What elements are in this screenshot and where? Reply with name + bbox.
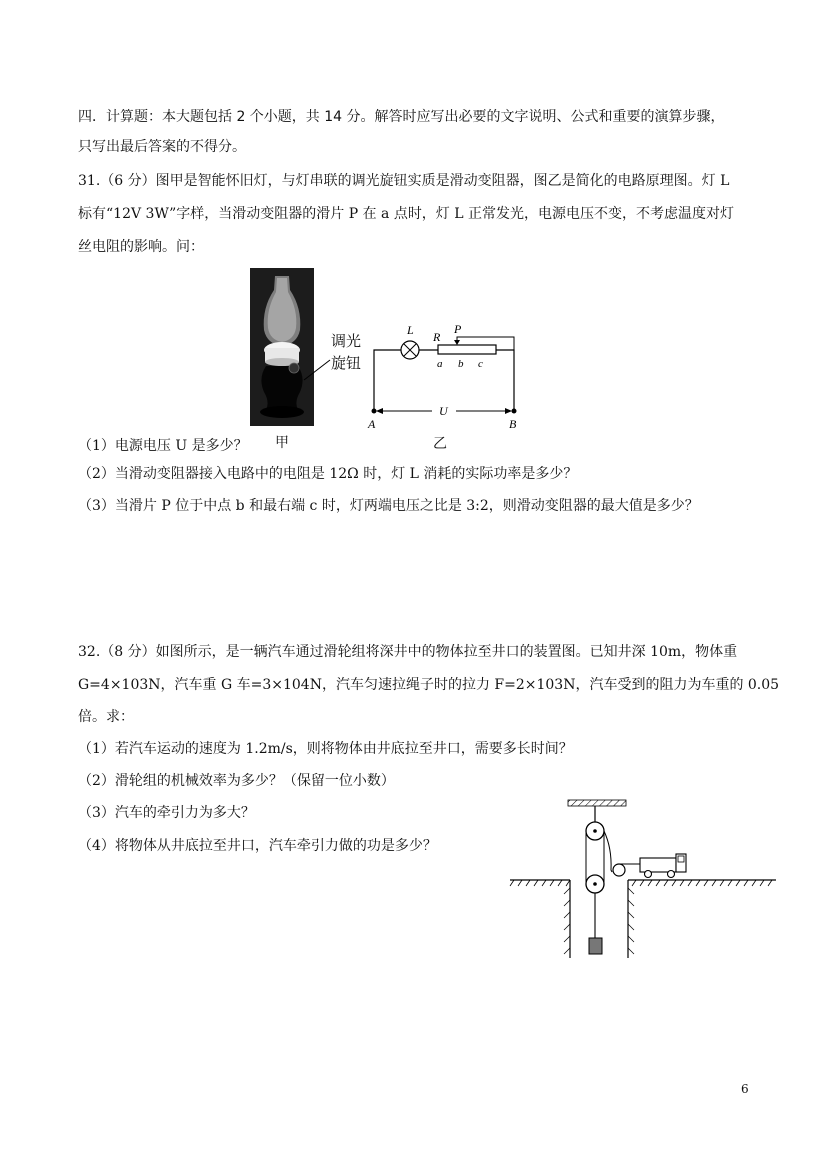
q31-part-1: （1）电源电压 U 是多少？ bbox=[78, 438, 248, 454]
movable-pulley-icon bbox=[586, 875, 604, 893]
q31-stem-line-1: 31.（6 分）图甲是智能怀旧灯，与灯串联的调光旋钮实质是滑动变阻器，图乙是简化的电路原理图。灯 L bbox=[78, 173, 730, 189]
q32-stem-line-1: 32.（8 分）如图所示，是一辆汽车通过滑轮组将深井中的物体拉至井口的装置图。已知井深 10m，物体重 bbox=[78, 644, 738, 660]
q31-stem-line-2: 标有“12V 3W”字样，当滑动变阻器的滑片 P 在 a 点时，灯 L 正常发光，电源电压不变，不考虑温度对灯 bbox=[78, 206, 735, 222]
q31-part-2: （2）当滑动变阻器接入电路中的电阻是 12Ω 时，灯 L 消耗的实际功率是多少？ bbox=[78, 466, 578, 482]
circuit-diagram bbox=[320, 318, 530, 443]
q32-part-2: （2）滑轮组的机械效率为多少？（保留一位小数） bbox=[78, 773, 395, 789]
label-B: B bbox=[509, 417, 517, 431]
truck-icon bbox=[640, 854, 686, 878]
q32-part-1: （1）若汽车运动的速度为 1.2m/s，则将物体由井底拉至井口，需要多长时间？ bbox=[78, 741, 573, 757]
rheostat-symbol bbox=[438, 345, 496, 354]
knob-label-line-1: 调光 bbox=[331, 332, 362, 350]
label-c: c bbox=[478, 358, 483, 370]
label-a: a bbox=[437, 358, 443, 370]
lamp-symbol-icon bbox=[401, 341, 419, 359]
label-U: U bbox=[439, 404, 448, 418]
q32-part-3: （3）汽车的牵引力为多大？ bbox=[78, 805, 255, 821]
section-heading: 四．计算题：本大题包括 2 个小题，共 14 分。解答时应写出必要的文字说明、公式和重要的演算步骤， bbox=[78, 109, 725, 125]
weight-block bbox=[589, 938, 602, 954]
pulley-well-diagram bbox=[508, 798, 780, 962]
page-number: 6 bbox=[741, 1082, 749, 1096]
label-L: L bbox=[407, 323, 414, 337]
terminal-b-dot bbox=[512, 409, 517, 414]
terminal-a-dot bbox=[372, 409, 377, 414]
figure-caption-yi: 乙 bbox=[433, 436, 447, 452]
q32-stem-line-3: 倍。求： bbox=[78, 709, 134, 725]
figure-caption-jia: 甲 bbox=[275, 435, 289, 451]
fixed-pulley-icon bbox=[586, 822, 604, 840]
q32-part-4: （4）将物体从井底拉至井口，汽车牵引力做的功是多少？ bbox=[78, 838, 437, 854]
label-R: R bbox=[433, 330, 441, 344]
label-b: b bbox=[458, 358, 464, 370]
guide-pulley-icon bbox=[613, 864, 625, 876]
label-P: P bbox=[454, 322, 462, 336]
ceiling-support bbox=[568, 800, 626, 806]
q32-stem-line-2: G=4×103N，汽车重 G 车=3×104N，汽车匀速拉绳子时的拉力 F=2×103N，汽车受到的阻力为车重的 0.05 bbox=[78, 677, 780, 693]
label-A: A bbox=[368, 417, 376, 431]
q31-stem-line-3: 丝电阻的影响。问： bbox=[78, 239, 204, 255]
section-instruction: 只写出最后答案的不得分。 bbox=[78, 139, 246, 155]
q31-part-3: （3）当滑片 P 位于中点 b 和最右端 c 时，灯两端电压之比是 3:2，则滑动变阻器的最大值是多少？ bbox=[78, 498, 699, 514]
knob-label-line-2: 旋钮 bbox=[331, 354, 362, 372]
slider-arrow-icon bbox=[454, 340, 460, 345]
